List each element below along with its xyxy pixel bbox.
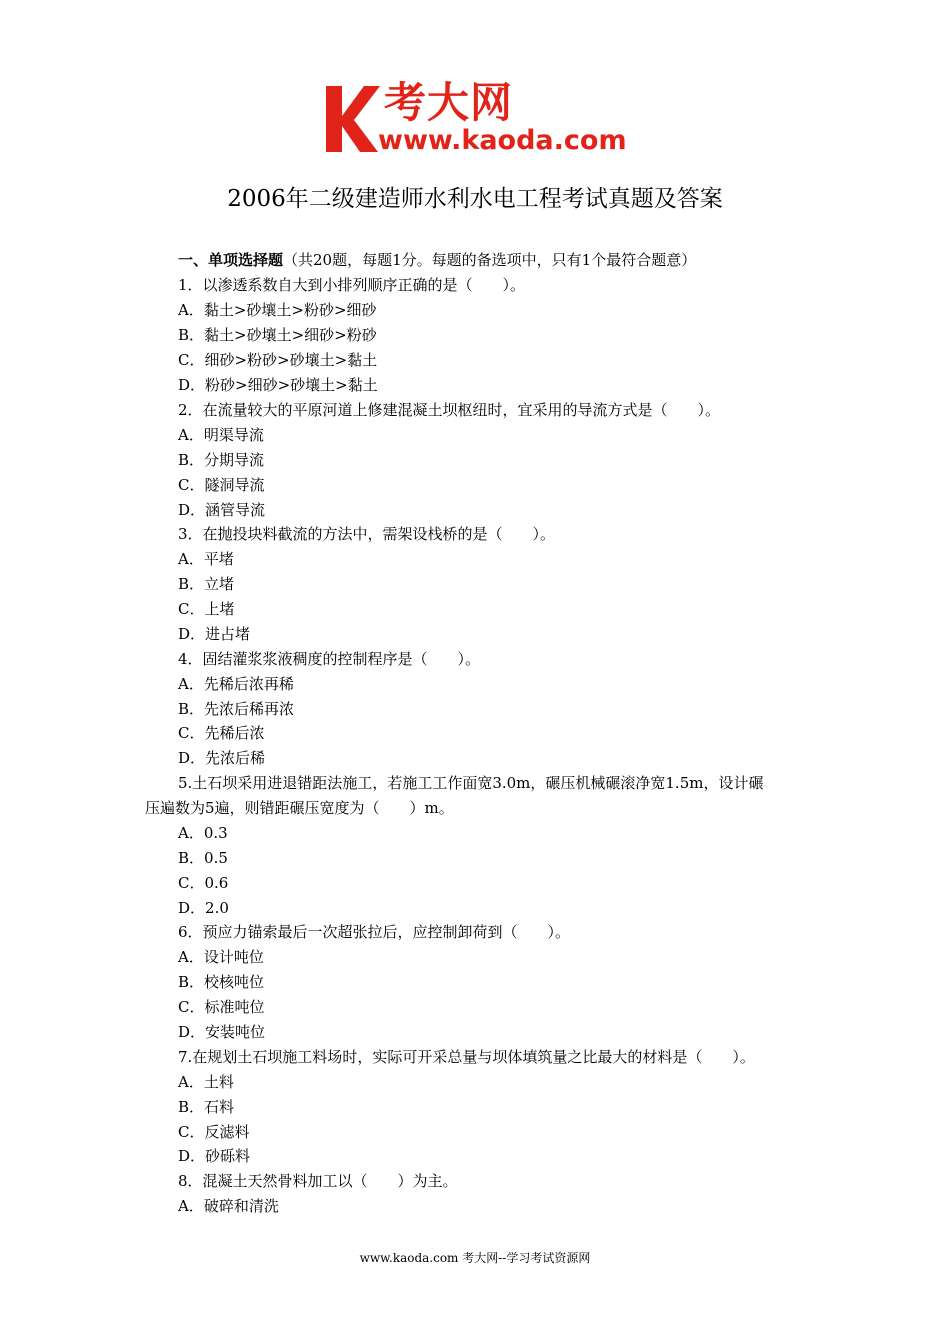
question-stem-continued: 压遍数为5遍，则错距碾压宽度为（ ）m。: [145, 799, 454, 817]
question-stem: 7.在规划土石坝施工料场时，实际可开采总量与坝体填筑量之比最大的材料是（ ）。: [178, 1048, 755, 1066]
section-heading-label: 一、单项选择题: [178, 251, 284, 269]
answer-option: C．标准吨位: [178, 998, 265, 1016]
question-stem: 3．在抛投块料截流的方法中，需架设栈桥的是（ ）。: [178, 525, 556, 543]
logo-url: www.kaoda.com: [378, 125, 627, 156]
section-heading-note: （共20题，每题1分。每题的备选项中，只有1个最符合题意）: [283, 251, 697, 269]
answer-option: B．黏土>砂壤土>细砂>粉砂: [178, 326, 377, 344]
section-heading: [178, 250, 696, 270]
answer-option: C．上堵: [178, 600, 235, 618]
answer-option: B．立堵: [178, 575, 235, 593]
answer-option: C．0.6: [178, 874, 229, 892]
question-stem: 8．混凝土天然骨料加工以（ ）为主。: [178, 1172, 458, 1190]
answer-option: A．平堵: [178, 550, 234, 568]
question-stem: 2．在流量较大的平原河道上修建混凝土坝枢纽时，宜采用的导流方式是（ ）。: [178, 401, 721, 419]
answer-option: B．校核吨位: [178, 973, 265, 991]
question-stem: 1．以渗透系数自大到小排列顺序正确的是（ ）。: [178, 276, 526, 294]
answer-option: A．明渠导流: [178, 426, 264, 444]
k-logo-icon: [320, 82, 382, 156]
page-footer: www.kaoda.com 考大网--学习考试资源网: [359, 1251, 591, 1265]
question-stem: 5.土石坝采用进退错距法施工，若施工工作面宽3.0m，碾压机械碾滚净宽1.5m，设计碾: [178, 774, 764, 792]
answer-option: A．0.3: [178, 824, 228, 842]
answer-option: D．砂砾料: [178, 1147, 251, 1165]
answer-option: B．石料: [178, 1098, 235, 1116]
answer-option: D．进占堵: [178, 625, 251, 643]
answer-option: C．细砂>粉砂>砂壤土>黏土: [178, 351, 378, 369]
answer-option: A．破碎和清洗: [178, 1197, 279, 1215]
logo-brand-name: 考大网: [384, 78, 514, 127]
answer-option: C．先稀后浓: [178, 724, 265, 742]
answer-option: A．设计吨位: [178, 948, 264, 966]
answer-option: A．土料: [178, 1073, 234, 1091]
answer-option: D．安装吨位: [178, 1023, 266, 1041]
question-stem: 4．固结灌浆浆液稠度的控制程序是（ ）。: [178, 650, 481, 668]
page-title: 2006年二级建造师水利水电工程考试真题及答案: [227, 186, 723, 212]
answer-option: D．粉砂>细砂>砂壤土>黏土: [178, 376, 378, 394]
kaoda-logo: [316, 78, 638, 160]
answer-option: A．先稀后浓再稀: [178, 675, 294, 693]
answer-option: A．黏土>砂壤土>粉砂>细砂: [178, 301, 377, 319]
answer-option: C．反滤料: [178, 1123, 250, 1141]
answer-option: D．先浓后稀: [178, 749, 266, 767]
answer-option: D．2.0: [178, 899, 229, 917]
answer-option: D．涵管导流: [178, 501, 266, 519]
answer-option: C．隧洞导流: [178, 476, 265, 494]
answer-option: B．分期导流: [178, 451, 265, 469]
question-stem: 6．预应力锚索最后一次超张拉后，应控制卸荷到（ ）。: [178, 923, 571, 941]
answer-option: B．先浓后稀再浓: [178, 700, 295, 718]
answer-option: B．0.5: [178, 849, 228, 867]
